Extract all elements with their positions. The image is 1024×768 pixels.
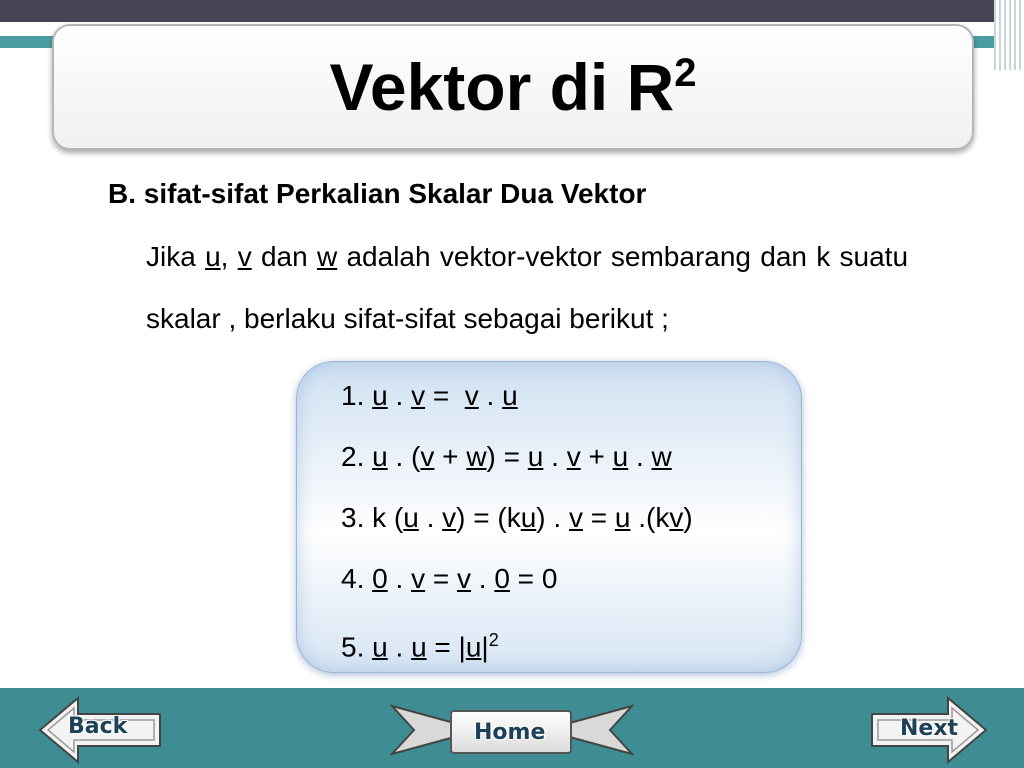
vector-symbol: w bbox=[466, 441, 487, 472]
vector-symbol: u bbox=[614, 502, 631, 533]
text-segment: = 0 bbox=[509, 563, 558, 594]
text-segment: . bbox=[418, 502, 443, 533]
text-segment: 2. bbox=[341, 441, 373, 472]
text-segment: . bbox=[387, 380, 412, 411]
vector-symbol: u bbox=[372, 631, 388, 663]
text-segment: , bbox=[220, 241, 238, 272]
text-segment: dan bbox=[251, 241, 317, 272]
text-segment: . bbox=[387, 631, 412, 663]
text-segment: + bbox=[580, 441, 613, 472]
properties-box bbox=[296, 361, 802, 673]
vector-symbol: v bbox=[420, 441, 435, 472]
text-segment: ) = bbox=[486, 441, 528, 472]
property-item bbox=[341, 376, 693, 437]
text-segment: 1. bbox=[341, 380, 373, 411]
text-segment: . bbox=[387, 563, 412, 594]
text-segment: ) bbox=[683, 502, 693, 533]
vector-symbol: v bbox=[566, 441, 581, 472]
vector-symbol: 0 bbox=[494, 563, 510, 594]
vector-symbol: w bbox=[316, 241, 338, 272]
top-bar bbox=[0, 0, 1024, 22]
text-segment: = bbox=[425, 563, 457, 594]
text-segment: 3. k ( bbox=[341, 502, 404, 533]
text-segment: .(k bbox=[630, 502, 670, 533]
vector-symbol: v bbox=[411, 563, 426, 594]
vector-symbol: 0 bbox=[372, 563, 388, 594]
home-label: Home bbox=[474, 720, 546, 745]
text-segment: . bbox=[543, 441, 567, 472]
text-segment: ) . bbox=[536, 502, 569, 533]
back-button[interactable] bbox=[38, 696, 162, 764]
vector-symbol: u bbox=[520, 502, 537, 533]
next-button[interactable] bbox=[870, 696, 988, 764]
vector-symbol: u bbox=[372, 441, 388, 472]
text-segment: + bbox=[434, 441, 467, 472]
text-segment: . bbox=[470, 563, 495, 594]
vector-symbol: v bbox=[568, 502, 583, 533]
text-segment: Jika bbox=[146, 241, 206, 272]
vector-symbol: v bbox=[464, 380, 479, 411]
vector-symbol: u bbox=[403, 502, 419, 533]
intro-paragraph bbox=[146, 226, 908, 350]
title-box bbox=[52, 24, 974, 150]
vector-symbol: v bbox=[237, 241, 252, 272]
superscript: 2 bbox=[488, 630, 499, 650]
vector-symbol: u bbox=[205, 241, 221, 272]
vector-symbol: u bbox=[612, 441, 629, 472]
slide-title bbox=[54, 26, 972, 148]
slide-title-text: Vektor di R bbox=[329, 50, 675, 124]
property-item bbox=[341, 559, 693, 620]
vector-symbol: u bbox=[502, 380, 518, 411]
text-segment: . ( bbox=[387, 441, 421, 472]
text-segment: | bbox=[481, 631, 489, 663]
vector-symbol: u bbox=[465, 631, 482, 663]
vector-symbol: v bbox=[456, 563, 471, 594]
slide-title-superscript: 2 bbox=[674, 51, 697, 95]
text-segment: . bbox=[628, 441, 652, 472]
back-label: Back bbox=[68, 714, 128, 739]
vector-symbol: v bbox=[411, 380, 426, 411]
text-segment: = bbox=[582, 502, 615, 533]
text-segment: 4. bbox=[341, 563, 373, 594]
text-segment: = | bbox=[426, 631, 466, 663]
text-segment: 5. bbox=[341, 631, 373, 663]
properties-list bbox=[341, 376, 693, 681]
text-segment: ) = (k bbox=[456, 502, 521, 533]
vector-symbol: w bbox=[651, 441, 672, 472]
vector-symbol: u bbox=[372, 380, 388, 411]
vector-symbol: v bbox=[669, 502, 684, 533]
vector-symbol: v bbox=[442, 502, 457, 533]
text-segment: . bbox=[478, 380, 503, 411]
property-item bbox=[341, 498, 693, 559]
property-item bbox=[341, 437, 693, 498]
vector-symbol: u bbox=[411, 631, 427, 663]
text-segment: adalah vektor-vektor sembarang dan k suatu skalar , berlaku sifat-sifat sebagai berikut ; bbox=[146, 241, 909, 334]
vector-symbol: u bbox=[527, 441, 544, 472]
decorative-stripes bbox=[994, 0, 1024, 70]
section-heading: B. sifat-sifat Perkalian Skalar Dua Vektor bbox=[108, 178, 647, 209]
next-label: Next bbox=[900, 716, 959, 741]
home-button[interactable] bbox=[390, 702, 634, 766]
property-item bbox=[341, 620, 693, 681]
text-segment: = bbox=[425, 380, 465, 411]
